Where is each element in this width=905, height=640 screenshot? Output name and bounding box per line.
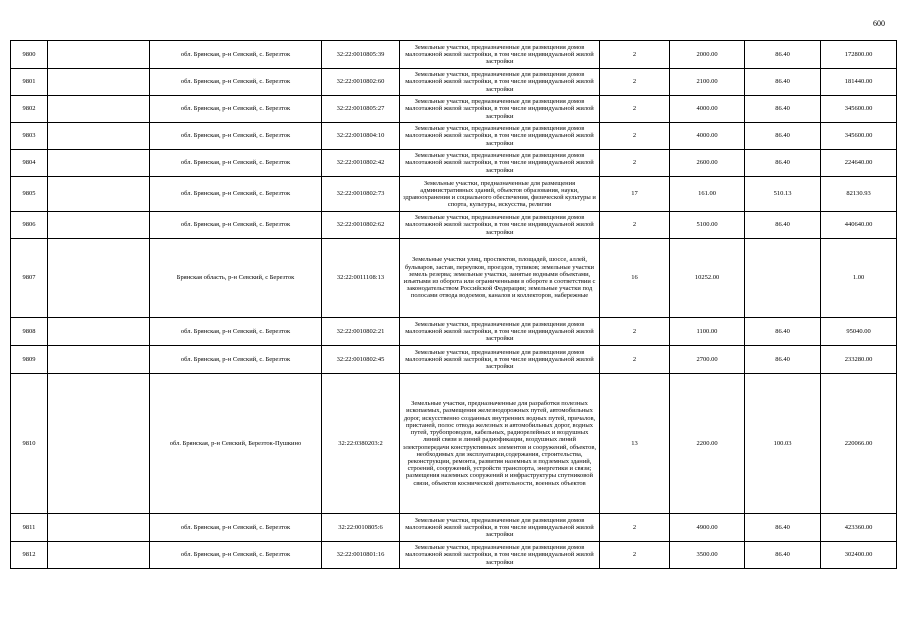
row-number: 9809: [11, 346, 48, 374]
area-cell: 2700.00: [670, 346, 745, 374]
land-use-cell: Земельные участки, предназначенные для разработки полезных ископаемых, размещения железнодорожных путей, автомобильных дорог, искусственно созданных внутренних водных путей, причалов, пристаней, полос отвода железных и автомобильных дорог, водных путей, трубопроводов, кабельных, радиорелейных и воздушных линий связи и линий радиофикации, воздушных линий электропередачи конструктивных элементов и сооружений, объектов, необходимых для эксплуатации,содержания, строительства, реконструкции, ремонта, развития наземных и подземных зданий, строений, сооружений, устройств транспорта, энергетики и связи; размещения наземных сооружений и инфраструктуры спутниковой связи, объектов космической деятельности, военных объектов: [400, 374, 600, 514]
table-row: [11, 374, 897, 514]
empty-cell: [48, 542, 150, 569]
cadastral-number-cell: 32:22:0010805:27: [322, 96, 400, 123]
rate-cell: 86.40: [745, 123, 821, 150]
address-cell: обл. Брянская, р-н Севский, с. Березток: [150, 177, 322, 212]
empty-cell: [48, 41, 150, 69]
empty-cell: [48, 177, 150, 212]
land-use-cell: Земельные участки, предназначенные для размещения домов малоэтажной жилой застройки, в том числе индивидуальной жилой застройки: [400, 123, 600, 150]
cadastral-number-cell: 32:22:0010805:6: [322, 514, 400, 542]
address-cell: обл. Брянская, р-н Севский, с. Березток: [150, 123, 322, 150]
land-use-cell: Земельные участки, предназначенные для размещения домов малоэтажной жилой застройки, в том числе индивидуальной жилой застройки: [400, 318, 600, 346]
row-number: 9800: [11, 41, 48, 69]
land-use-cell: Земельные участки, предназначенные для размещения домов малоэтажной жилой застройки, в том числе индивидуальной жилой застройки: [400, 41, 600, 69]
area-cell: 2200.00: [670, 374, 745, 514]
empty-cell: [48, 69, 150, 96]
table-row: [11, 239, 897, 318]
table-row: [11, 514, 897, 542]
empty-cell: [48, 239, 150, 318]
land-use-cell: Земельные участки, предназначенные для размещения домов малоэтажной жилой застройки, в том числе индивидуальной жилой застройки: [400, 96, 600, 123]
land-use-cell: Земельные участки, предназначенные для размещения домов малоэтажной жилой застройки, в том числе индивидуальной жилой застройки: [400, 542, 600, 569]
area-cell: 1100.00: [670, 318, 745, 346]
group-cell: 13: [600, 374, 670, 514]
row-number: 9812: [11, 542, 48, 569]
land-use-cell: Земельные участки, предназначенные для размещения административных зданий, объектов образования, науки, здравоохранения и социального обеспечения, физической культуры и спорта, культуры, искусства, религии: [400, 177, 600, 212]
row-number: 9801: [11, 69, 48, 96]
cadastral-value-cell: 82130.93: [821, 177, 897, 212]
group-cell: 2: [600, 542, 670, 569]
cadastral-value-cell: 233280.00: [821, 346, 897, 374]
row-number: 9804: [11, 150, 48, 177]
row-number: 9805: [11, 177, 48, 212]
area-cell: 4900.00: [670, 514, 745, 542]
land-use-cell: Земельные участки, предназначенные для размещения домов малоэтажной жилой застройки, в том числе индивидуальной жилой застройки: [400, 212, 600, 239]
row-number: 9810: [11, 374, 48, 514]
empty-cell: [48, 514, 150, 542]
cadastral-number-cell: 32:22:0380203:2: [322, 374, 400, 514]
page-number: 600: [873, 19, 885, 28]
cadastral-number-cell: 32:22:0010802:42: [322, 150, 400, 177]
address-cell: обл. Брянская, р-н Севский, с. Березток: [150, 96, 322, 123]
group-cell: 2: [600, 69, 670, 96]
cadastral-value-cell: 345600.00: [821, 123, 897, 150]
cadastral-value-cell: 172800.00: [821, 41, 897, 69]
group-cell: 2: [600, 318, 670, 346]
row-number: 9808: [11, 318, 48, 346]
cadastral-value-cell: 220066.00: [821, 374, 897, 514]
address-cell: обл. Брянская, р-н Севский, с. Березток: [150, 212, 322, 239]
area-cell: 3500.00: [670, 542, 745, 569]
cadastral-value-cell: 440640.00: [821, 212, 897, 239]
cadastral-number-cell: 32:22:0010802:60: [322, 69, 400, 96]
empty-cell: [48, 318, 150, 346]
address-cell: обл. Брянская, р-н Севский, с. Березток: [150, 318, 322, 346]
address-cell: обл. Брянская, р-н Севский, Березток-Пушкино: [150, 374, 322, 514]
row-number: 9802: [11, 96, 48, 123]
row-number: 9811: [11, 514, 48, 542]
address-cell: обл. Брянская, р-н Севский, с. Березток: [150, 69, 322, 96]
cadastral-number-cell: 32:22:0010802:21: [322, 318, 400, 346]
group-cell: 2: [600, 514, 670, 542]
table-row: [11, 212, 897, 239]
group-cell: 17: [600, 177, 670, 212]
cadastral-number-cell: 32:22:0010802:62: [322, 212, 400, 239]
cadastral-value-cell: 224640.00: [821, 150, 897, 177]
empty-cell: [48, 96, 150, 123]
table-row: [11, 318, 897, 346]
land-use-cell: Земельные участки, предназначенные для размещения домов малоэтажной жилой застройки, в том числе индивидуальной жилой застройки: [400, 69, 600, 96]
area-cell: 2100.00: [670, 69, 745, 96]
address-cell: обл. Брянская, р-н Севский, с. Березток: [150, 542, 322, 569]
rate-cell: 100.03: [745, 374, 821, 514]
address-cell: обл. Брянская, р-н Севский, с. Березток: [150, 514, 322, 542]
cadastral-number-cell: 32:22:0011108:13: [322, 239, 400, 318]
area-cell: 4000.00: [670, 123, 745, 150]
cadastral-value-cell: 302400.00: [821, 542, 897, 569]
group-cell: 2: [600, 150, 670, 177]
cadastral-value-cell: 345600.00: [821, 96, 897, 123]
area-cell: 2600.00: [670, 150, 745, 177]
land-use-cell: Земельные участки, предназначенные для размещения домов малоэтажной жилой застройки, в том числе индивидуальной жилой застройки: [400, 150, 600, 177]
address-cell: обл. Брянская, р-н Севский, с. Березток: [150, 346, 322, 374]
cadastral-value-cell: 423360.00: [821, 514, 897, 542]
address-cell: обл. Брянская, р-н Севский, с. Березток: [150, 150, 322, 177]
area-cell: 2000.00: [670, 41, 745, 69]
empty-cell: [48, 150, 150, 177]
table-row: [11, 542, 897, 569]
rate-cell: 510.13: [745, 177, 821, 212]
table-row: [11, 41, 897, 69]
cadastral-value-cell: 181440.00: [821, 69, 897, 96]
area-cell: 4000.00: [670, 96, 745, 123]
table-row: [11, 150, 897, 177]
cadastral-number-cell: 32:22:0010801:16: [322, 542, 400, 569]
land-use-cell: Земельные участки, предназначенные для размещения домов малоэтажной жилой застройки, в том числе индивидуальной жилой застройки: [400, 514, 600, 542]
rate-cell: 86.40: [745, 150, 821, 177]
row-number: 9807: [11, 239, 48, 318]
empty-cell: [48, 346, 150, 374]
table-row: [11, 346, 897, 374]
address-cell: обл. Брянская, р-н Севский, с. Березток: [150, 41, 322, 69]
rate-cell: 86.40: [745, 212, 821, 239]
cadastral-value-table: [10, 40, 897, 569]
land-use-cell: Земельные участки улиц, проспектов, площадей, шоссе, аллей, бульваров, застав, переулков, проездов, тупиков; земельные участки земель резерва; земельные участки, занятые водными объектами, изъятыми из оборота или ограниченными в обороте в соответствии с законодательством Российской Федерации; земельные участки под полосами отвода водоемов, каналов и коллекторов, набережные: [400, 239, 600, 318]
group-cell: 2: [600, 96, 670, 123]
rate-cell: 86.40: [745, 318, 821, 346]
table-row: [11, 123, 897, 150]
table-row: [11, 177, 897, 212]
group-cell: 16: [600, 239, 670, 318]
cadastral-number-cell: 32:22:0010802:73: [322, 177, 400, 212]
cadastral-number-cell: 32:22:0010802:45: [322, 346, 400, 374]
group-cell: 2: [600, 123, 670, 150]
cadastral-value-cell: 1.00: [821, 239, 897, 318]
rate-cell: 86.40: [745, 542, 821, 569]
rate-cell: [745, 239, 821, 318]
row-number: 9803: [11, 123, 48, 150]
rate-cell: 86.40: [745, 96, 821, 123]
cadastral-value-cell: 95040.00: [821, 318, 897, 346]
table-row: [11, 96, 897, 123]
address-cell: Брянская область, р-н Севский, с Березток: [150, 239, 322, 318]
group-cell: 2: [600, 212, 670, 239]
cadastral-number-cell: 32:22:0010805:39: [322, 41, 400, 69]
row-number: 9806: [11, 212, 48, 239]
cadastral-number-cell: 32:22:0010804:10: [322, 123, 400, 150]
area-cell: 161.00: [670, 177, 745, 212]
empty-cell: [48, 374, 150, 514]
empty-cell: [48, 212, 150, 239]
table-row: [11, 69, 897, 96]
area-cell: 10252.00: [670, 239, 745, 318]
group-cell: 2: [600, 41, 670, 69]
rate-cell: 86.40: [745, 514, 821, 542]
group-cell: 2: [600, 346, 670, 374]
land-use-cell: Земельные участки, предназначенные для размещения домов малоэтажной жилой застройки, в том числе индивидуальной жилой застройки: [400, 346, 600, 374]
rate-cell: 86.40: [745, 69, 821, 96]
empty-cell: [48, 123, 150, 150]
rate-cell: 86.40: [745, 41, 821, 69]
rate-cell: 86.40: [745, 346, 821, 374]
area-cell: 5100.00: [670, 212, 745, 239]
